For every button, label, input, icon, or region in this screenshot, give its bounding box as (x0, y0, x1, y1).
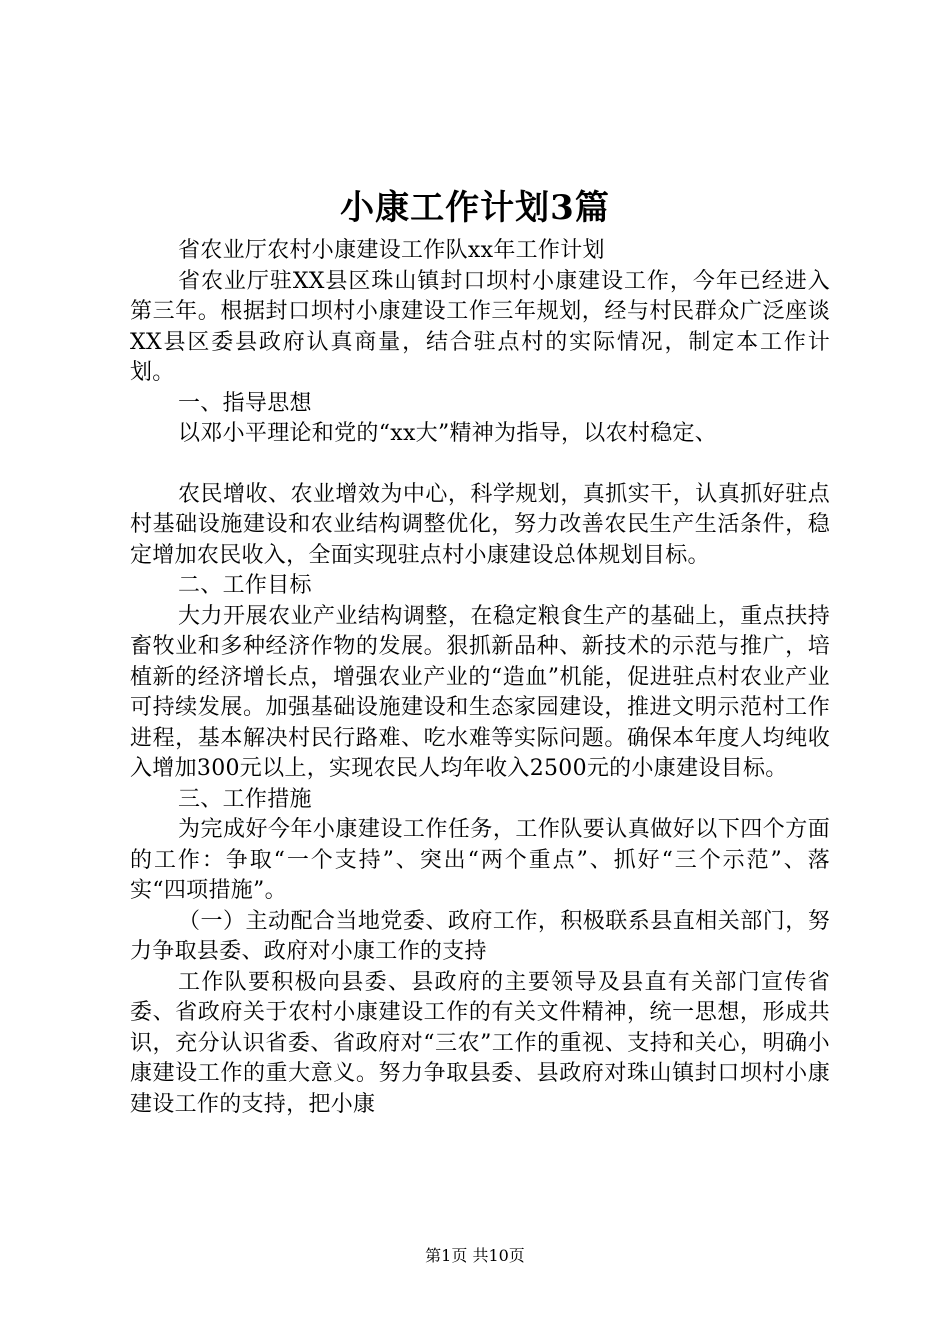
heading-guiding-thought: 一、指导思想 (178, 390, 312, 416)
heading-work-goals: 二、工作目标 (178, 573, 312, 598)
paragraph-work-measures: 为完成好今年小康建设工作任务，工作队要认真做好以下四个方面的工作：争取“一个支持”、突出“两个重点”、抓好“三个示范”、落实“四项措施”。 (130, 817, 830, 903)
page-footer: 第1页 共10页 (425, 1246, 525, 1265)
paragraph-guiding-thought-start: 以邓小平理论和党的“xx大”精神为指导，以农村稳定、 (178, 421, 718, 446)
document-body (130, 236, 830, 1120)
document-title: 小康工作计划3篇 (340, 188, 610, 228)
paragraph-work-goals: 大力开展农业产业结构调整，在稳定粮食生产的基础上，重点扶持畜牧业和多种经济作物的发展。狠抓新品种、新技术的示范与推广，培植新的经济增长点，增强农业产业的“造血”机能，促进驻点村农业产业可持续发展。加强基础设施建设和生态家园建设，推进文明示范村工作进程，基本解决村民行路难、吃水难等实际问题。确保本年度人均纯收入增加300元以上，实现农民人均年收入2500元的小康建设目标。 (130, 603, 830, 781)
heading-measure-one: （一）主动配合当地党委、政府工作，积极联系县直相关部门，努力争取县委、政府对小康工作的支持 (130, 908, 830, 964)
paragraph-intro: 省农业厅驻XX县区珠山镇封口坝村小康建设工作，今年已经进入第三年。根据封口坝村小康建设工作三年规划，经与村民群众广泛座谈XX县区委县政府认真商量，结合驻点村的实际情况，制定本工作计划。 (130, 268, 830, 385)
heading-work-measures: 三、工作措施 (178, 786, 312, 812)
paragraph-guiding-thought-cont: 农民增收、农业增效为中心，科学规划，真抓实干，认真抓好驻点村基础设施建设和农业结构调整优化，努力改善农民生产生活条件，稳定增加农民收入，全面实现驻点村小康建设总体规划目标。 (130, 481, 830, 568)
paragraph-measure-one: 工作队要积极向县委、县政府的主要领导及县直有关部门宣传省委、省政府关于农村小康建设工作的有关文件精神，统一思想，形成共识，充分认识省委、省政府对“三农”工作的重视、支持和关心，明确小康建设工作的重大意义。努力争取县委、县政府对珠山镇封口坝村小康建设工作的支持，把小康 (130, 969, 830, 1117)
paragraph-subtitle: 省农业厅农村小康建设工作队xx年工作计划 (178, 238, 605, 263)
